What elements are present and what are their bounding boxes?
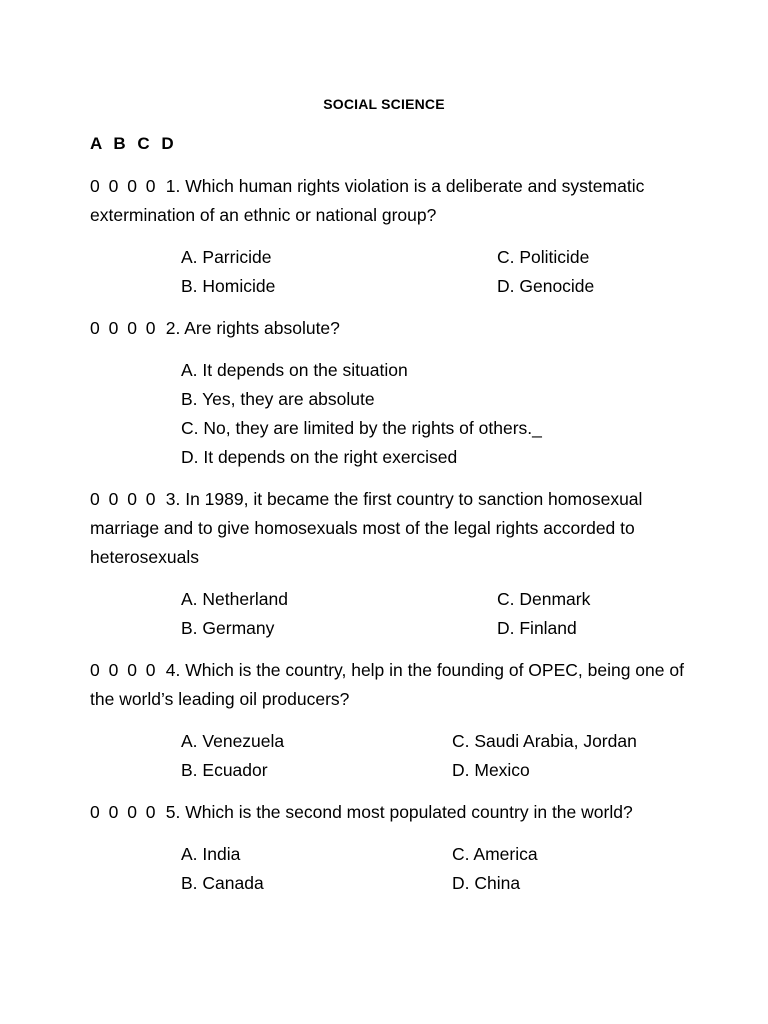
option-a: A. Venezuela — [181, 731, 285, 751]
question-text: 2. Are rights absolute? — [165, 318, 340, 338]
option-d: D. China — [452, 873, 521, 893]
option-c: C. No, they are limited by the rights of others._ — [181, 418, 542, 438]
answer-column-header: A B C D — [90, 134, 176, 153]
option-c: C. America — [452, 844, 538, 864]
option-a: A. Netherland — [181, 589, 289, 609]
option-d: D. It depends on the right exercised — [181, 447, 458, 467]
option-b: B. Homicide — [181, 276, 276, 296]
answer-bubbles[interactable]: 0 0 0 0 — [90, 660, 157, 680]
option-a: A. Parricide — [181, 247, 272, 267]
question-3 — [90, 485, 690, 572]
question-4 — [90, 656, 690, 714]
option-d: D. Mexico — [452, 760, 530, 780]
question-text: 5. Which is the second most populated country in the world? — [165, 802, 633, 822]
question-5 — [90, 798, 730, 827]
option-c: C. Saudi Arabia, Jordan — [452, 731, 637, 751]
question-text: 1. Which human rights violation is a deliberate and systematic extermination of an ethnic or national group? — [90, 176, 645, 225]
answer-bubbles[interactable]: 0 0 0 0 — [90, 489, 157, 509]
option-c: C. Denmark — [497, 589, 591, 609]
question-text: 4. Which is the country, help in the founding of OPEC, being one of the world’s leading oil producers? — [90, 660, 684, 709]
option-b: B. Ecuador — [181, 760, 268, 780]
option-a: A. It depends on the situation — [181, 360, 408, 380]
option-b: B. Canada — [181, 873, 264, 893]
option-d: D. Finland — [497, 618, 577, 638]
answer-bubbles[interactable]: 0 0 0 0 — [90, 176, 157, 196]
answer-bubbles[interactable]: 0 0 0 0 — [90, 318, 157, 338]
option-b: B. Germany — [181, 618, 275, 638]
question-2 — [90, 314, 690, 343]
option-a: A. India — [181, 844, 241, 864]
option-c: C. Politicide — [497, 247, 590, 267]
page-title: SOCIAL SCIENCE — [323, 96, 445, 112]
question-text: 3. In 1989, it became the first country to sanction homosexual marriage and to give homosexuals most of the legal rights accorded to heterosexuals — [90, 489, 643, 567]
answer-bubbles[interactable]: 0 0 0 0 — [90, 802, 157, 822]
option-b: B. Yes, they are absolute — [181, 389, 375, 409]
option-d: D. Genocide — [497, 276, 595, 296]
question-1 — [90, 172, 690, 230]
